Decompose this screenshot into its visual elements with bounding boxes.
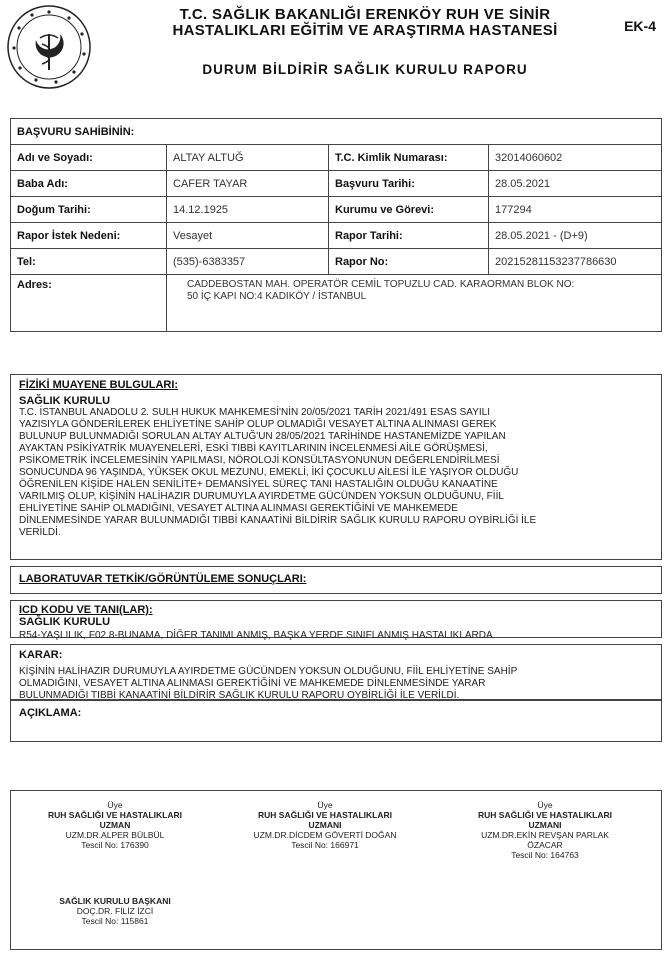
document-title: DURUM BİLDİRİR SAĞLIK KURULU RAPORU — [202, 62, 528, 77]
icd-title: ICD KODU VE TANI(LAR): — [19, 604, 153, 616]
father-label: Baba Adı: — [11, 171, 167, 197]
report-date-label: Rapor Tarihi: — [329, 223, 489, 249]
signature-member-2 — [230, 800, 420, 850]
explanation-section — [10, 700, 662, 742]
sig-title: UZMANI — [528, 820, 562, 830]
address-label: Adres: — [11, 275, 167, 332]
sig-reg: Tescil No: 164763 — [511, 850, 579, 860]
sig-title: UZMANI — [308, 820, 342, 830]
hospital-name-line2: HASTALIKLARI EĞİTİM VE ARAŞTIRMA HASTANESİ — [172, 22, 558, 39]
text-line: AYAKTAN PSİKİYATRİK MUAYENELERİ, ESKİ TIBBİ KAYITLARININ İNCELENMESİ AİLE GÖRÜŞMESİ, — [19, 443, 488, 454]
physical-exam-section — [10, 374, 662, 560]
father-value: CAFER TAYAR — [167, 171, 329, 197]
sig-dept: SAĞLIK KURULU BAŞKANI — [59, 896, 171, 906]
tc-label: T.C. Kimlik Numarası: — [329, 145, 489, 171]
phone-value: (535)-6383357 — [167, 249, 329, 275]
text-line: YAZISIYLA GÖNDERİLEREK EHLİYETİNE SAHİP OLUP OLMADIĞI VESAYET ALTINA ALINMASI GEREK — [19, 419, 497, 430]
name-label: Adı ve Soyadı: — [11, 145, 167, 171]
signature-member-3 — [440, 800, 650, 860]
sig-role: Üye — [107, 800, 123, 810]
lab-section — [10, 566, 662, 594]
icd-subtitle: SAĞLIK KURULU — [19, 616, 111, 628]
applicant-table — [10, 118, 662, 332]
decision-text — [19, 666, 653, 702]
decision-title: KARAR: — [19, 649, 63, 661]
birth-value: 14.12.1925 — [167, 197, 329, 223]
text-line: BULUNMADIĞI TIBBİ KANAATİNİ BİLDİRİR SAĞLIK KURULU RAPORU OYBİRLİĞİ İLE VERİLDİ. — [19, 690, 460, 701]
hospital-name-line1: T.C. SAĞLIK BAKANLIĞI ERENKÖY RUH VE SİNİR — [179, 6, 551, 23]
sig-role: Üye — [537, 800, 553, 810]
address-value — [167, 275, 662, 332]
signature-member-1 — [20, 800, 210, 850]
signature-chair — [30, 896, 200, 926]
physical-exam-text — [19, 407, 653, 539]
sig-reg: Tescil No: 115861 — [81, 916, 149, 926]
sig-name: UZM.DR.ALPER BÜLBÜL — [65, 830, 165, 840]
ministry-logo — [6, 4, 92, 90]
sig-reg: Tescil No: 166971 — [291, 840, 359, 850]
sig-dept: RUH SAĞLIĞI VE HASTALIKLARI — [258, 810, 392, 820]
phone-label: Tel: — [11, 249, 167, 275]
physical-exam-subtitle: SAĞLIK KURULU — [19, 395, 111, 407]
icd-text: R54-YAŞLILIK, F02.8-BUNAMA, DİĞER TANIMLANMIŞ, BAŞKA YERDE SINIFLANMIŞ HASTALIKLARDA — [19, 630, 493, 641]
sig-title: UZMAN — [99, 820, 131, 830]
address-line2: 50 İÇ KAPI NO:4 KADIKÖY / İSTANBUL — [187, 291, 367, 302]
explanation-title: AÇIKLAMA: — [19, 707, 82, 719]
sig-name: UZM.DR.DİCDEM GÖVERTİ DOĞAN — [253, 830, 397, 840]
text-line: DİNLENMESİNDE YARAR BULUNMADIĞI TIBBİ KANAATİNİ BİLDİRİR SAĞLIK KURULU RAPORU OYBİRLİĞİ İLE — [19, 515, 537, 526]
text-line: VERİLDİ. — [19, 527, 61, 538]
text-line: SONUCUNDA 96 YAŞINDA, YÜKSEK OKUL MEZUNU, EMEKLİ, İKİ ÇOCUKLU AİLESİ İLE YAŞIYOR OLDUĞU — [19, 467, 519, 478]
icd-section — [10, 600, 662, 641]
applicant-section-label: BAŞVURU SAHİBİNİN: — [11, 119, 662, 145]
address-line1: CADDEBOSTAN MAH. OPERATÖR CEMİL TOPUZLU CAD. KARAORMAN BLOK NO: — [187, 279, 575, 290]
apply-date-label: Başvuru Tarihi: — [329, 171, 489, 197]
sig-title: DOÇ.DR. FİLİZ İZCİ — [76, 906, 154, 916]
text-line: PSİKOMETRİK İNCELEMESİNİN YAPILMASI, NÖROLOJİ KONSÜLTASYONUNUN DEĞERLENDİRİLMESİ — [19, 455, 500, 466]
text-line: ÖĞRENİLEN KİŞİDE HALEN SENİLİTE+ DEMANSİYEL SÜREÇ TANI HASTALIĞIN OLDUĞU KANAATİNE — [19, 479, 498, 490]
decision-section — [10, 644, 662, 700]
birth-label: Doğum Tarihi: — [11, 197, 167, 223]
board-label: Kurumu ve Görevi: — [329, 197, 489, 223]
form-code: EK-4 — [624, 18, 656, 34]
text-line: VARILMIŞ OLUP, KİŞİNİN HALİHAZIR DURUMUYLA AYIRDETME GÜCÜNDEN YOKSUN OLDUĞUNU, FİİL — [19, 491, 504, 502]
text-line: BULUNUP BULUNMADIĞI SORULAN ALTAY ALTUĞ'UN 28/05/2021 TARİHİNDE HASTANEMİZDE YAPILAN — [19, 431, 506, 442]
text-line: OLMADIĞINI, VESAYET ALTINA ALINMASI GEREKTİĞİNİ VE MAHKEMEDE DİNLENMESİNDE YARAR — [19, 678, 486, 689]
apply-date-value: 28.05.2021 — [489, 171, 662, 197]
text-line: T.C. İSTANBUL ANADOLU 2. SULH HUKUK MAHKEMESİ'NİN 20/05/2021 TARİH 2021/491 ESAS SAYILI — [19, 407, 490, 418]
report-no-value: 20215281153237786630 — [489, 249, 662, 275]
sig-reg: Tescil No: 176390 — [81, 840, 149, 850]
sig-name-cont: ÖZACAR — [527, 840, 563, 850]
reason-value: Vesayet — [167, 223, 329, 249]
sig-dept: RUH SAĞLIĞI VE HASTALIKLARI — [478, 810, 612, 820]
name-value: ALTAY ALTUĞ — [167, 145, 329, 171]
sig-dept: RUH SAĞLIĞI VE HASTALIKLARI — [48, 810, 182, 820]
sig-role: Üye — [317, 800, 333, 810]
board-value: 177294 — [489, 197, 662, 223]
reason-label: Rapor İstek Nedeni: — [11, 223, 167, 249]
sig-name: UZM.DR.EKİN REVŞAN PARLAK — [481, 830, 609, 840]
lab-title: LABORATUVAR TETKİK/GÖRÜNTÜLEME SONUÇLARI: — [19, 573, 307, 585]
tc-value: 32014060602 — [489, 145, 662, 171]
text-line: KİŞİNİN HALİHAZIR DURUMUYLA AYIRDETME GÜCÜNDEN YOKSUN OLDUĞUNU, FİİL EHLİYETİNE SAHİP — [19, 666, 518, 677]
text-line: EHLİYETİNE SAHİP OLMADIĞINI, VESAYET ALTINA ALINMASI GEREKTİĞİNİ VE MAHKEMEDE — [19, 503, 458, 514]
report-no-label: Rapor No: — [329, 249, 489, 275]
physical-exam-title: FİZİKİ MUAYENE BULGULARI: — [19, 379, 179, 391]
report-date-value: 28.05.2021 - (D+9) — [489, 223, 662, 249]
